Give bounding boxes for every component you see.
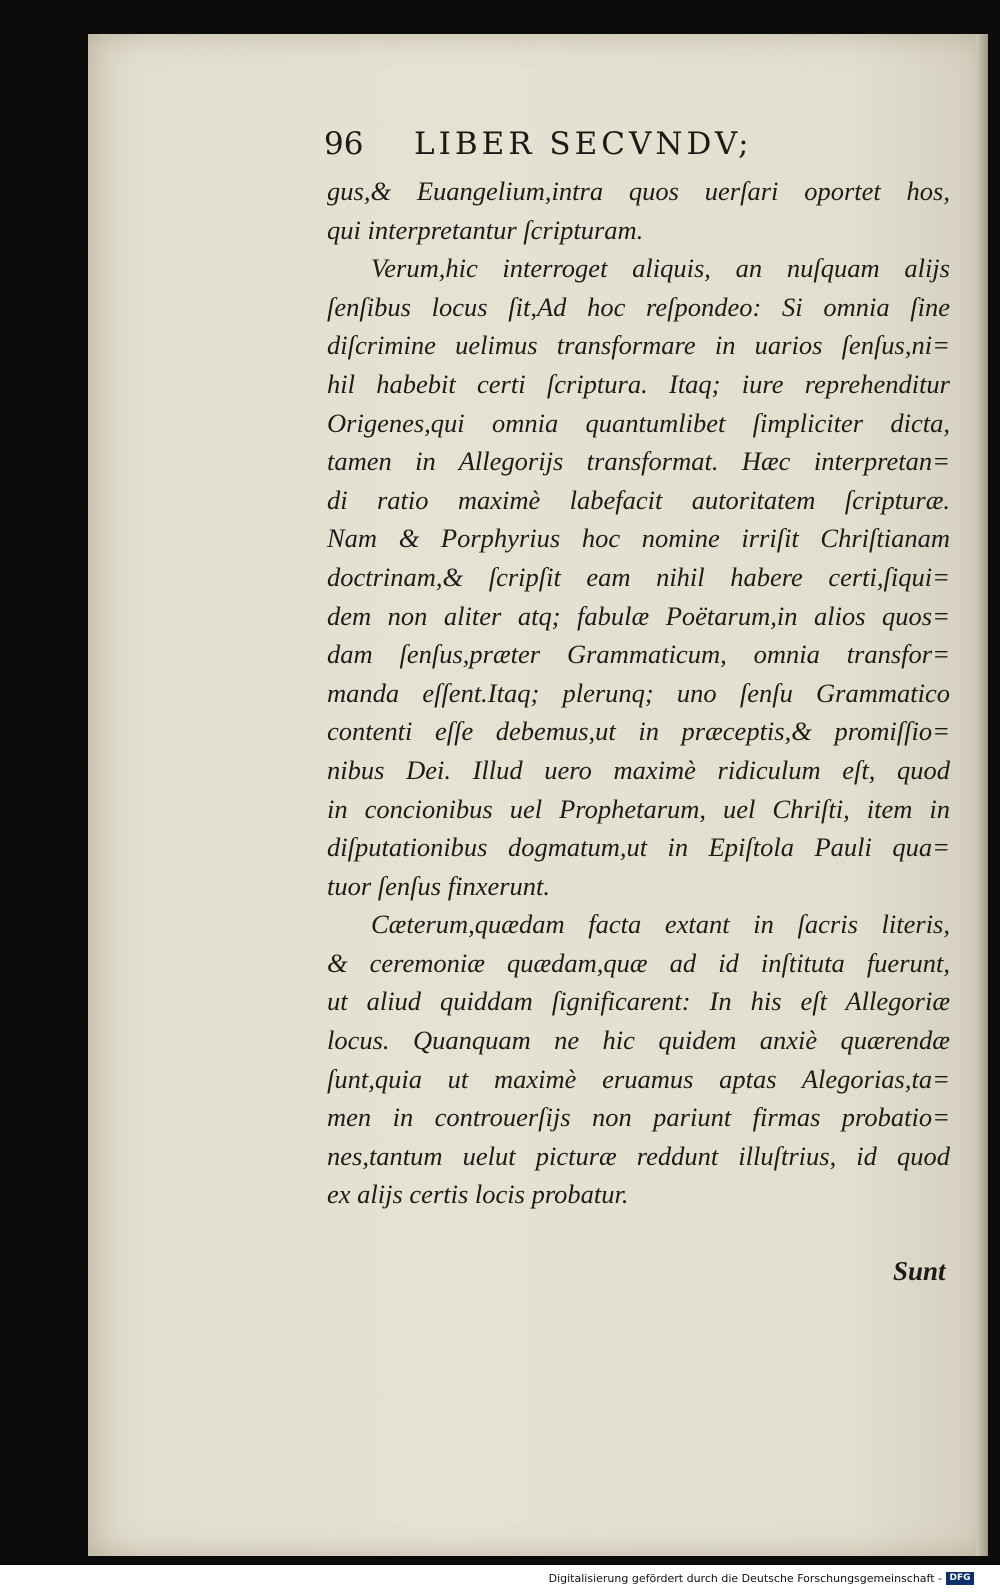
digitization-footer bbox=[0, 1565, 1000, 1596]
text-line: nibus Dei. Illud uero maximè ridiculum eſt, quod bbox=[327, 754, 950, 785]
text-line: Origenes,qui omnia quantumlibet ſimpliciter dicta, bbox=[327, 407, 950, 438]
text-line: diſputationibus dogmatum,ut in Epiſtola Pauli qua= bbox=[327, 832, 950, 863]
text-line: gus,& Euangelium,intra quos uerſari oportet hos, bbox=[327, 176, 950, 206]
text-line: tuor ſenſus finxerunt. bbox=[327, 870, 551, 901]
text-line: ſunt,quia ut maximè eruamus aptas Alegorias,ta= bbox=[327, 1063, 950, 1094]
text-line: Nam & Porphyrius hoc nomine irriſit Chriſtianam bbox=[327, 523, 950, 554]
text-line: manda eſſent.Itaq; plerunq; uno ſenſu Grammatico bbox=[327, 677, 950, 708]
book-page bbox=[88, 34, 988, 1556]
text-line: contenti eſſe debemus,ut in præceptis,& promiſſio= bbox=[327, 716, 950, 747]
dfg-logo: DFG bbox=[946, 1572, 974, 1585]
body-text bbox=[327, 172, 950, 1214]
text-line: & ceremoniæ quædam,quæ ad id inſtituta fuerunt, bbox=[327, 947, 950, 978]
text-line: ſenſibus locus ſit,Ad hoc reſpondeo: Si omnia ſine bbox=[327, 291, 950, 322]
text-line: men in controuerſijs non pariunt firmas probatio= bbox=[327, 1102, 950, 1133]
text-line: hil habebit certi ſcriptura. Itaq; iure reprehenditur bbox=[327, 368, 950, 399]
text-line: tamen in Allegorijs transformat. Hæc interpretan= bbox=[327, 446, 950, 477]
text-line: Verum,hic interroget aliquis, an nuſquam alijs bbox=[371, 253, 950, 284]
page-number: 96 bbox=[324, 126, 364, 162]
text-line: Cæterum,quædam facta extant in ſacris literis, bbox=[371, 909, 950, 940]
text-line: ut aliud quiddam ſignificarent: In his eſt Allegoriæ bbox=[327, 986, 950, 1017]
text-line: dam ſenſus,præter Grammaticum, omnia transfor= bbox=[327, 639, 950, 670]
text-line: qui interpretantur ſcripturam. bbox=[327, 214, 644, 245]
page-edge bbox=[976, 34, 988, 1556]
text-line: nes,tantum uelut picturæ reddunt illuſtrius, id quod bbox=[327, 1140, 950, 1171]
funding-credit: Digitalisierung gefördert durch die Deutsche Forschungsgemeinschaft - bbox=[548, 1572, 942, 1585]
text-line: dem non aliter atq; fabulæ Poëtarum,in alios quos= bbox=[327, 600, 950, 631]
text-line: di ratio maximè labefacit autoritatem ſcripturæ. bbox=[327, 484, 950, 515]
text-line: ex alijs certis locis probatur. bbox=[327, 1179, 629, 1210]
text-line: diſcrimine uelimus transformare in uarios ſenſus,ni= bbox=[327, 330, 950, 361]
text-line: locus. Quanquam ne hic quidem anxiè quærendæ bbox=[327, 1025, 950, 1056]
running-title: LIBER SECVNDV; bbox=[414, 126, 753, 162]
text-line: doctrinam,& ſcripſit eam nihil habere certi,ſiqui= bbox=[327, 561, 950, 592]
catchword: Sunt bbox=[893, 1256, 946, 1286]
running-head bbox=[324, 126, 824, 162]
text-line: in concionibus uel Prophetarum, uel Chriſti, item in bbox=[327, 793, 950, 824]
